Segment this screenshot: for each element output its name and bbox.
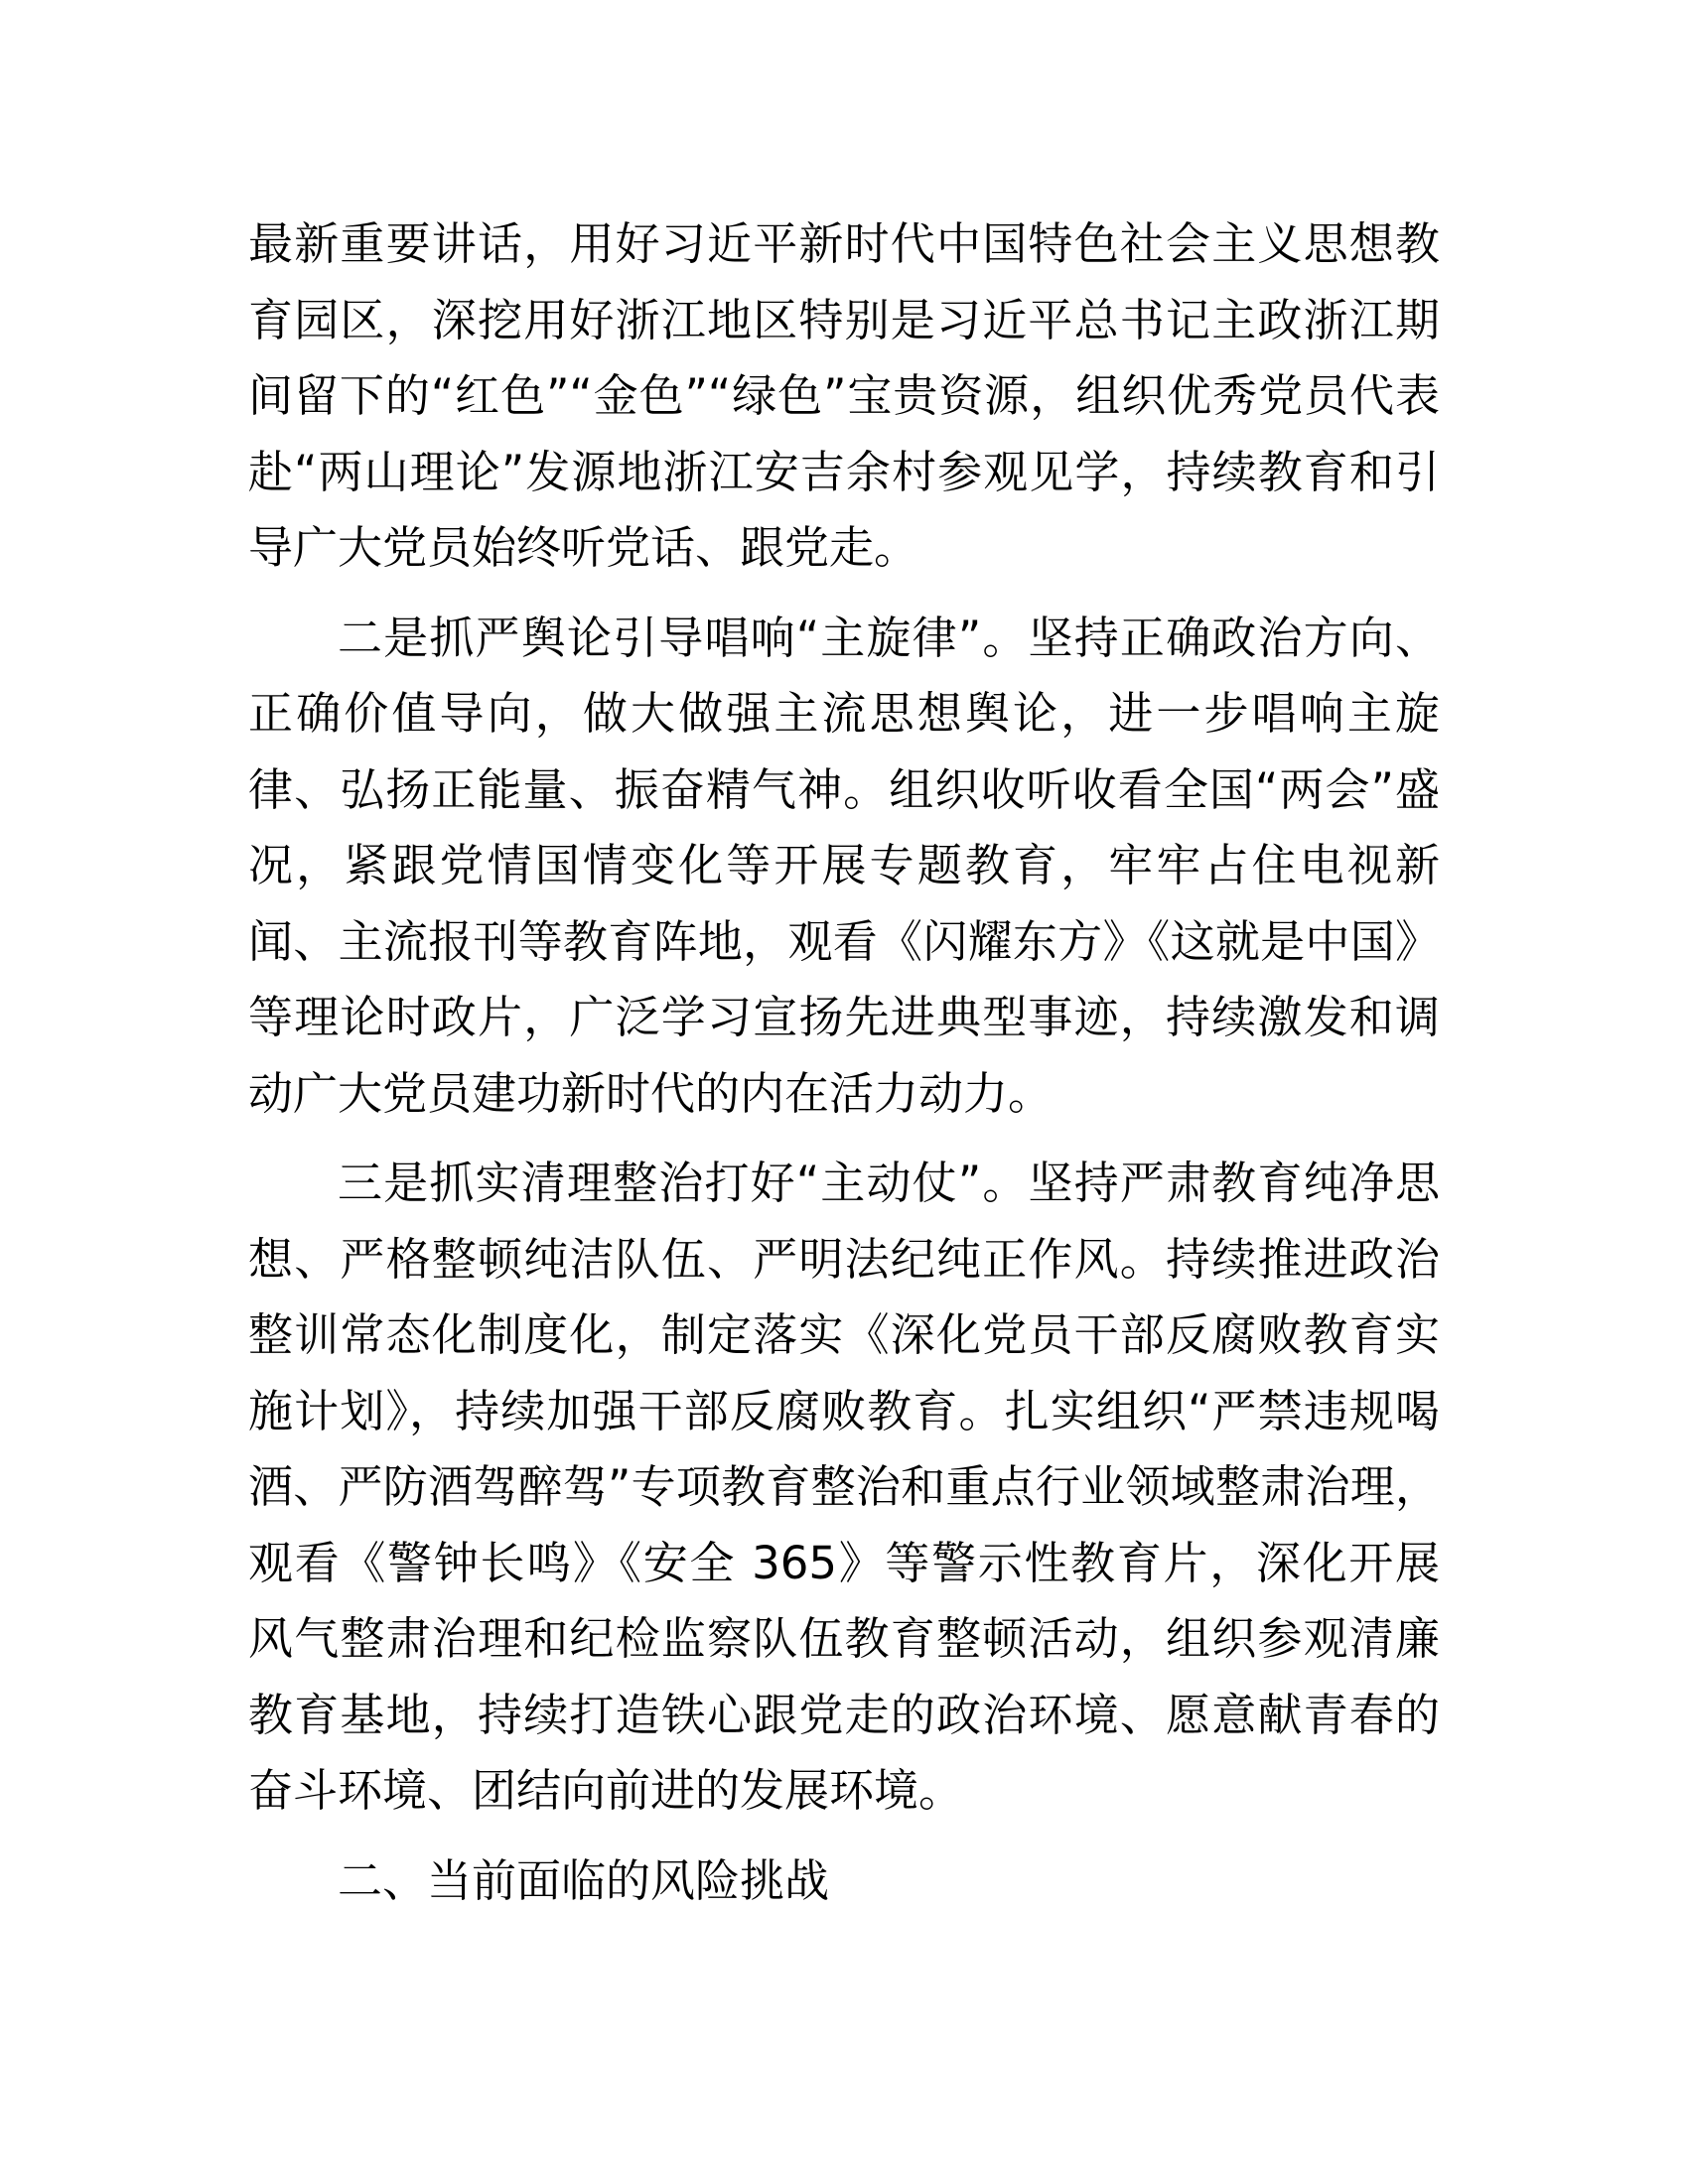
section-heading: 二、当前面临的风险挑战: [338, 1853, 830, 1907]
paragraph-1: 最新重要讲话，用好习近平新时代中国特色社会主义思想教育园区，深挖用好浙江地区特别是习近平总书记主政浙江期间留下的“红色”“金色”“绿色”宝贵资源，组织优秀党员代表赴“两山理论”发源地浙江安吉余村参观见学，持续教育和引导广大党员始终听党话、跟党走。: [248, 217, 1440, 574]
paragraph-3: 三是抓实清理整治打好“主动仗”。坚持严肃教育纯净思想、严格整顿纯洁队伍、严明法纪纯正作风。持续推进政治整训常态化制度化，制定落实《深化党员干部反腐败教育实施计划》，持续加强干部反腐败教育。扎实组织“严禁违规喝酒、严防酒驾醉驾”专项教育整治和重点行业领域整肃治理，观看《警钟长鸣》《安全 365》等警示性教育片，深化开展风气整肃治理和纪检监察队伍教育整顿活动，组织参观清廉教育基地，持续打造铁心跟党走的政治环境、愿意献青春的奋斗环境、团结向前进的发展环境。: [248, 1157, 1440, 1817]
paragraph-2: 二是抓严舆论引导唱响“主旋律”。坚持正确政治方向、正确价值导向，做大做强主流思想舆论，进一步唱响主旋律、弘扬正能量、振奋精气神。组织收听收看全国“两会”盛况，紧跟党情国情变化等开展专题教育，牢牢占住电视新闻、主流报刊等教育阵地，观看《闪耀东方》《这就是中国》等理论时政片，广泛学习宣扬先进典型事迹，持续激发和调动广大党员建功新时代的内在活力动力。: [248, 611, 1440, 1120]
document-page: [248, 206, 1440, 1919]
